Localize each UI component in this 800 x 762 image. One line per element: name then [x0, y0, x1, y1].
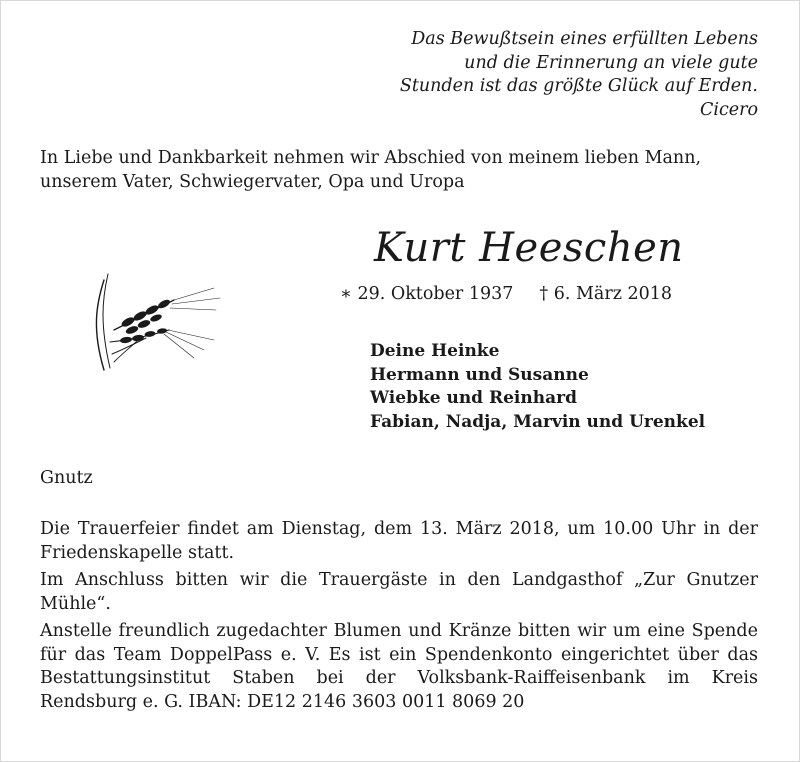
death-date: † 6. März 2018	[539, 284, 673, 304]
family-member: Fabian, Nadja, Marvin und Urenkel	[370, 411, 706, 432]
life-dates	[340, 282, 672, 306]
intro-text	[40, 146, 701, 194]
quote-line: Das Bewußtsein eines erfüllten Lebens	[411, 29, 758, 49]
family-member: Deine Heinke	[370, 341, 500, 361]
quote-block	[400, 28, 758, 122]
quote-line: und die Erinnerung an viele gute	[464, 52, 758, 73]
info-paragraph: Die Trauerfeier findet am Dienstag, dem 13. März 2018, um 10.00 Uhr in der Friedenskapelle statt.	[40, 519, 758, 563]
intro-line: unserem Vater, Schwiegervater, Opa und Uropa	[40, 172, 465, 192]
deceased-name: Kurt Heeschen	[374, 225, 684, 271]
birth-date: ∗ 29. Oktober 1937	[340, 284, 514, 304]
info-paragraph: Im Anschluss bitten wir die Trauergäste in den Landgasthof „Zur Gnutzer Mühle“.	[40, 570, 758, 614]
family-member: Hermann und Susanne	[370, 364, 589, 385]
quote-author: Cicero	[699, 99, 758, 120]
place-name: Gnutz	[40, 468, 93, 488]
info-paragraph: Anstelle freundlich zugedachter Blumen und Kränze bitten wir um eine Spende für das Team DoppelPass e. V. Es ist ein Spendenkonto eingerichtet über das Bestattungsinstitut Staben bei der Volksbank-Raiffeisenbank im Kreis Rendsburg e. G. IBAN: DE12 2146 3603 0011 8069 20	[40, 621, 758, 712]
family-member: Wiebke und Reinhard	[370, 388, 577, 408]
intro-line: In Liebe und Dankbarkeit nehmen wir Abschied von meinem lieben Mann,	[40, 148, 702, 168]
quote-line: Stunden ist das größte Glück auf Erden.	[399, 76, 758, 96]
wheat-icon	[74, 270, 224, 375]
service-info	[40, 518, 758, 718]
family-list	[370, 340, 705, 434]
